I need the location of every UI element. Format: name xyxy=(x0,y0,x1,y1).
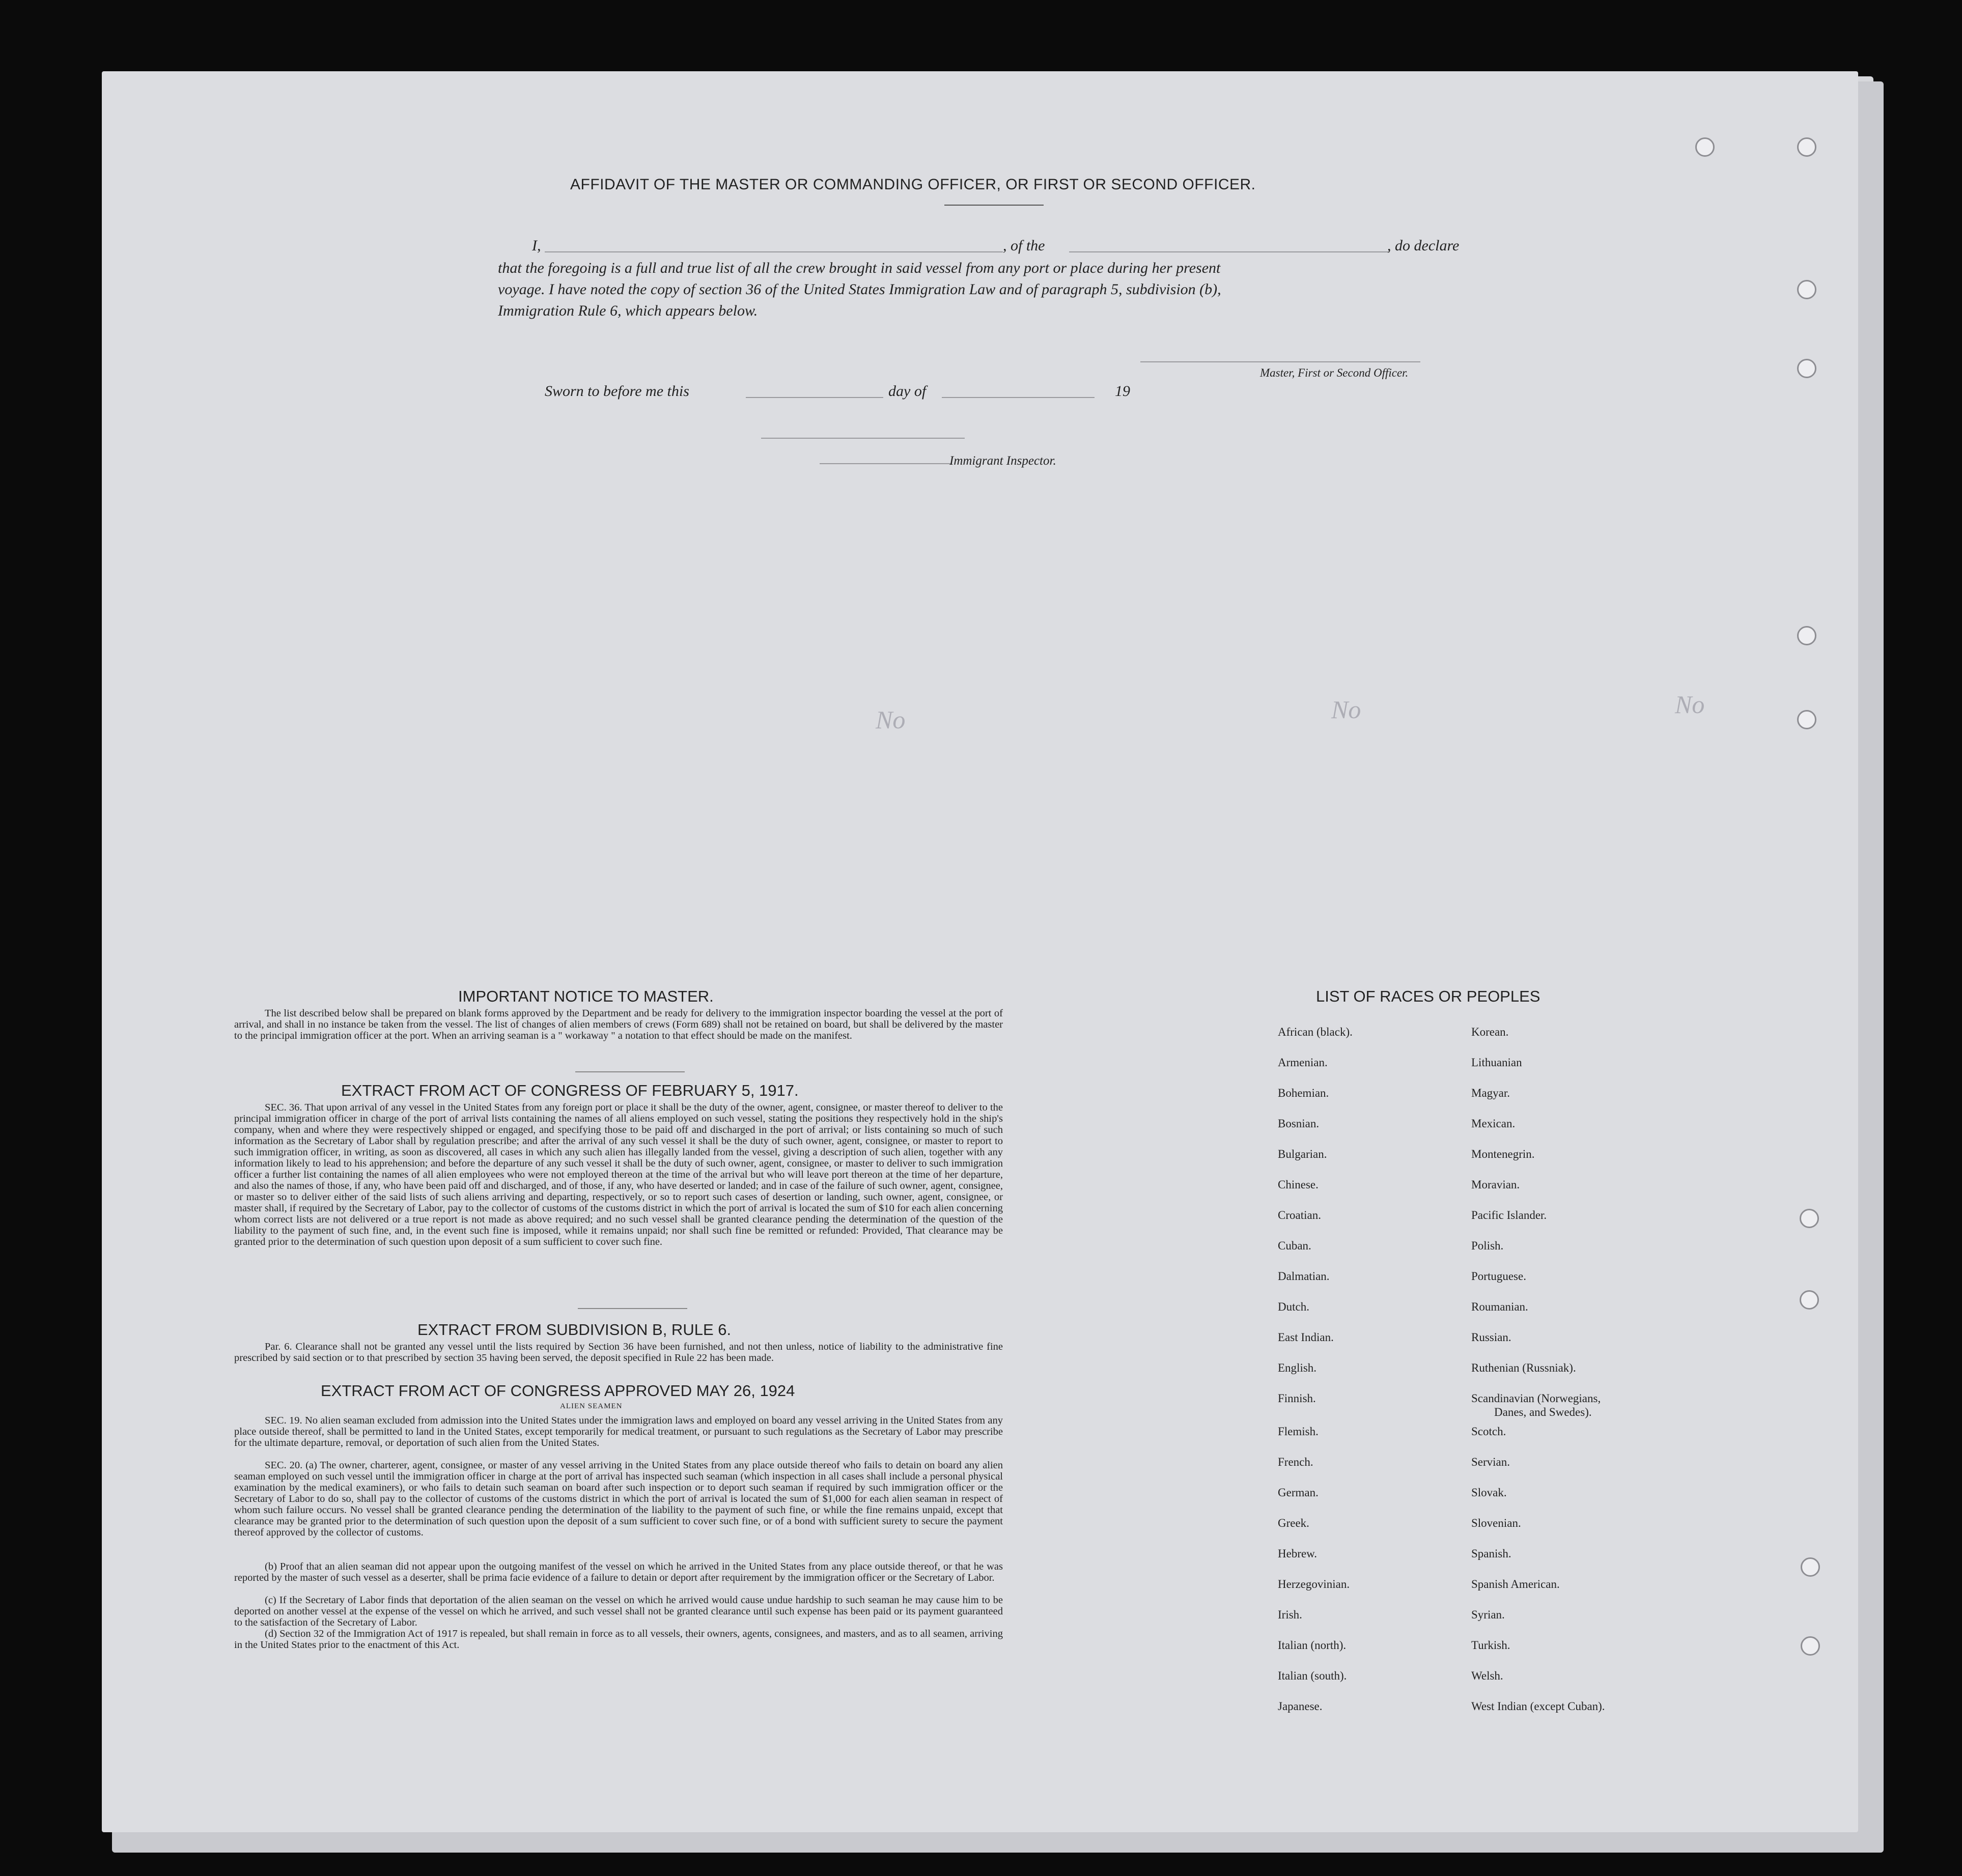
extract-rule6-title: EXTRACT FROM SUBDIVISION B, RULE 6. xyxy=(417,1321,732,1339)
affidavit-of-the: , of the xyxy=(1003,237,1045,254)
sec20-d: (d) Section 32 of the Immigration Act of 1917 is repealed, but shall remain in force as to all vessels, their owners, agents, consignees, and masters, and as to all seamen, arriving in the United States prior to the enactment of this Act. xyxy=(234,1628,1003,1651)
extract-1917-body: SEC. 36. That upon arrival of any vessel in the United States from any foreign port or place it shall be the duty of the owner, agent, consignee, or master thereof to deliver to the principal immigration officer in charge of the port of arrival lists containing the names of all aliens employed on such vessel, stating the positions they respectively hold in the ship's company, when and where they were respectively shipped or engaged, and specifying those to be paid off and discharged in the port of arrival; or lists containing so much of such information as the Secretary of Labor shall by regulation prescribe; and after the arrival of any such vessel it shall be the duty of such owner, agent, consignee, or master to report to such immigration officer, in writing, as soon as discovered, all cases in which any such alien has illegally landed from the vessel, giving a description of such alien, together with any information likely to lead to his apprehension; and before the departure of any such vessel it shall be the duty of such owner, agent, consignee, or master to deliver to such immigration officer a further list containing the names of all alien employees who were not employed thereon at the time of the arrival but who will leave port thereon at the time of her departure, and also the names of those, if any, who have been paid off and discharged, and of those, if any, who have deserted or landed; and in case of the failure of such owner, agent, consignee, or master so to deliver either of the said lists of such aliens arriving and departing, respectively, or so to report such cases of desertion or landing, such owner, agent, consignee, or master shall, if required by the Secretary of Labor, pay to the collector of customs of the customs district in which the port of arrival is located the sum of $10 for each alien concerning whom correct lists are not delivered or a true report is not made as above required; and no such vessel shall be granted clearance pending the determination of the question of the liability to the payment of such fine, and, in the event such fine is imposed, while it remains unpaid; nor shall such fine be remitted or refunded: Provided, That clearance may be granted prior to the determination of such question upon deposit of a sum sufficient to cover such fine. xyxy=(234,1102,1003,1247)
bleed-through-text: No xyxy=(1331,695,1361,724)
race-item: Magyar. xyxy=(1471,1087,1510,1099)
race-item: Finnish. xyxy=(1278,1392,1316,1405)
name-blank xyxy=(545,251,1003,252)
race-item: Roumanian. xyxy=(1471,1300,1528,1313)
binder-hole xyxy=(1797,626,1816,645)
race-item: German. xyxy=(1278,1486,1319,1499)
race-item: African (black). xyxy=(1278,1026,1353,1038)
binder-hole xyxy=(1797,710,1816,729)
race-item: Bosnian. xyxy=(1278,1117,1320,1130)
race-item: Korean. xyxy=(1471,1026,1509,1038)
race-item: Ruthenian (Russniak). xyxy=(1471,1361,1576,1374)
notice-body: The list described below shall be prepared on blank forms approved by the Department and be ready for delivery to the immigration inspector boarding the vessel at the port of arrival, and shall in no instance be taken from the vessel. The list of changes of alien members of crews (Form 689) shall not be retained on board, but shall be delivered by the master to the principal immigration officer at the port. When an arriving seaman is a " workaway " a notation to that effect should be made on the manifest. xyxy=(234,1008,1003,1041)
vessel-blank xyxy=(1069,251,1390,252)
title-rule xyxy=(944,205,1044,206)
race-item: Lithuanian xyxy=(1471,1056,1522,1069)
race-item: Italian (south). xyxy=(1278,1669,1347,1682)
race-item: Cuban. xyxy=(1278,1239,1311,1252)
binder-hole xyxy=(1695,137,1715,157)
sec20-body: SEC. 20. (a) The owner, charterer, agent, consignee, or master of any vessel arriving in the United States from any place outside thereof who fails to detain on board any alien seaman employed on such vessel until the immigration officer in charge at the port of arrival has inspected such seaman (which inspection in all cases shall include a personal physical examination by the medical examiners), or who fails to detain such seaman on board after such inspection or to deport such seaman if required by such immigration officer or the Secretary of Labor to do so, shall pay to the collector of customs of the customs district in which the port of arrival is located the sum of $1,000 for each alien seaman in respect of whom such failure occurs. No vessel shall be granted clearance pending the determination of the liability to the payment of such fine, or while the fine remains unpaid, except that clearance may be granted prior to the determination of such question upon the deposit of a sum sufficient to cover such fine, or of a bond with sufficient surety to secure the payment thereof approved by the collector of customs. xyxy=(234,1460,1003,1538)
binder-hole xyxy=(1797,359,1816,378)
race-item: Dutch. xyxy=(1278,1300,1309,1313)
year-prefix: 19 xyxy=(1115,383,1130,400)
race-item: East Indian. xyxy=(1278,1331,1334,1344)
binder-hole xyxy=(1797,280,1816,299)
race-item: Scandinavian (Norwegians, xyxy=(1471,1392,1601,1405)
witness-line xyxy=(761,438,965,439)
document-page xyxy=(102,71,1858,1832)
race-item: Welsh. xyxy=(1471,1669,1503,1682)
extract-1924-title: EXTRACT FROM ACT OF CONGRESS APPROVED MAY 26, 1924 xyxy=(321,1382,795,1400)
race-item: Bohemian. xyxy=(1278,1087,1329,1099)
race-item: Slovenian. xyxy=(1471,1517,1521,1529)
race-item: Russian. xyxy=(1471,1331,1511,1344)
binder-hole xyxy=(1801,1557,1820,1577)
extract-1917-title: EXTRACT FROM ACT OF CONGRESS OF FEBRUARY 5, 1917. xyxy=(341,1082,799,1099)
binder-hole xyxy=(1797,137,1816,157)
race-item: Croatian. xyxy=(1278,1209,1321,1221)
race-item: Armenian. xyxy=(1278,1056,1328,1069)
alien-seamen-subtitle: ALIEN SEAMEN xyxy=(560,1402,623,1410)
affidavit-i: I, xyxy=(532,237,541,254)
race-item: Polish. xyxy=(1471,1239,1504,1252)
signature-line xyxy=(1140,361,1420,362)
race-item: Chinese. xyxy=(1278,1178,1319,1191)
race-item: Spanish. xyxy=(1471,1547,1511,1560)
race-item: Pacific Islander. xyxy=(1471,1209,1547,1221)
day-blank xyxy=(746,397,883,398)
section-rule xyxy=(575,1071,685,1072)
sec20-b: (b) Proof that an alien seaman did not appear upon the outgoing manifest of the vessel on which he arrived in the United States from any place outside thereof, or that he was reported by the master of such vessel as a deserter, shall be prima facie evidence of a failure to detain or deport after requirement by the immigration officer or the Secretary of Labor. xyxy=(234,1561,1003,1583)
race-item: Scotch. xyxy=(1471,1425,1506,1438)
race-item: Slovak. xyxy=(1471,1486,1507,1499)
races-title: LIST OF RACES OR PEOPLES xyxy=(1316,987,1540,1005)
race-item: Flemish. xyxy=(1278,1425,1319,1438)
race-item: Japanese. xyxy=(1278,1700,1323,1713)
binder-hole xyxy=(1801,1636,1820,1656)
sec20-c: (c) If the Secretary of Labor finds that deportation of the alien seaman on the vessel on which he arrived would cause undue hardship to such seaman he may cause him to be deported on another vessel at the expense of the vessel on which he arrived, and such vessel shall not be granted clearance until such expense has been paid or its payment guaranteed to the satisfaction of the Secretary of Labor. xyxy=(234,1595,1003,1628)
inspector-line xyxy=(820,463,952,464)
sworn-text: Sworn to before me this xyxy=(545,383,689,400)
affidavit-line-4: Immigration Rule 6, which appears below. xyxy=(498,302,758,319)
race-item: Syrian. xyxy=(1471,1608,1505,1621)
race-item: Portuguese. xyxy=(1471,1270,1526,1283)
race-item: French. xyxy=(1278,1456,1313,1468)
race-item-continuation: Danes, and Swedes). xyxy=(1494,1406,1592,1418)
binder-hole xyxy=(1800,1209,1819,1228)
affidavit-line-2: that the foregoing is a full and true list of all the crew brought in said vessel from any port or place during her present xyxy=(498,260,1221,276)
sec19-body: SEC. 19. No alien seaman excluded from admission into the United States under the immigration laws and employed on board any vessel arriving in the United States from any place outside thereof, shall be permitted to land in the United States, except temporarily for medical treatment, or pursuant to such regulations as the Secretary of Labor may prescribe for the ultimate departure, removal, or deportation of such alien from the United States. xyxy=(234,1415,1003,1448)
race-item: Dalmatian. xyxy=(1278,1270,1330,1283)
race-item: Italian (north). xyxy=(1278,1639,1347,1652)
race-item: Mexican. xyxy=(1471,1117,1516,1130)
race-item: Turkish. xyxy=(1471,1639,1510,1652)
race-item: Herzegovinian. xyxy=(1278,1578,1350,1590)
race-item: English. xyxy=(1278,1361,1317,1374)
signer-label: Master, First or Second Officer. xyxy=(1260,366,1409,379)
binder-hole xyxy=(1800,1290,1819,1310)
day-of-text: day of xyxy=(888,383,927,400)
extract-rule6-body: Par. 6. Clearance shall not be granted any vessel until the lists required by Section 36 have been furnished, and not then unless, notice of liability to the administrative fine prescribed by said section or to that prescribed by section 35 having been served, the deposit specified in Rule 22 has been made. xyxy=(234,1341,1003,1363)
month-blank xyxy=(942,397,1095,398)
notice-title: IMPORTANT NOTICE TO MASTER. xyxy=(458,987,714,1005)
race-item: Bulgarian. xyxy=(1278,1148,1327,1160)
affidavit-line-3: voyage. I have noted the copy of section 36 of the United States Immigration Law and of paragraph 5, subdivision (b), xyxy=(498,281,1221,298)
race-item: Servian. xyxy=(1471,1456,1510,1468)
inspector-label: Immigrant Inspector. xyxy=(949,454,1056,468)
affidavit-title: AFFIDAVIT OF THE MASTER OR COMMANDING OFFICER, OR FIRST OR SECOND OFFICER. xyxy=(570,176,1256,193)
race-item: West Indian (except Cuban). xyxy=(1471,1700,1605,1713)
race-item: Moravian. xyxy=(1471,1178,1520,1191)
bleed-through-text: No xyxy=(876,705,906,734)
race-item: Hebrew. xyxy=(1278,1547,1318,1560)
race-item: Spanish American. xyxy=(1471,1578,1560,1590)
race-item: Irish. xyxy=(1278,1608,1302,1621)
race-item: Greek. xyxy=(1278,1517,1309,1529)
race-item: Montenegrin. xyxy=(1471,1148,1535,1160)
affidavit-declare: , do declare xyxy=(1387,237,1460,254)
section-rule xyxy=(578,1308,687,1309)
bleed-through-text: No xyxy=(1675,690,1705,719)
